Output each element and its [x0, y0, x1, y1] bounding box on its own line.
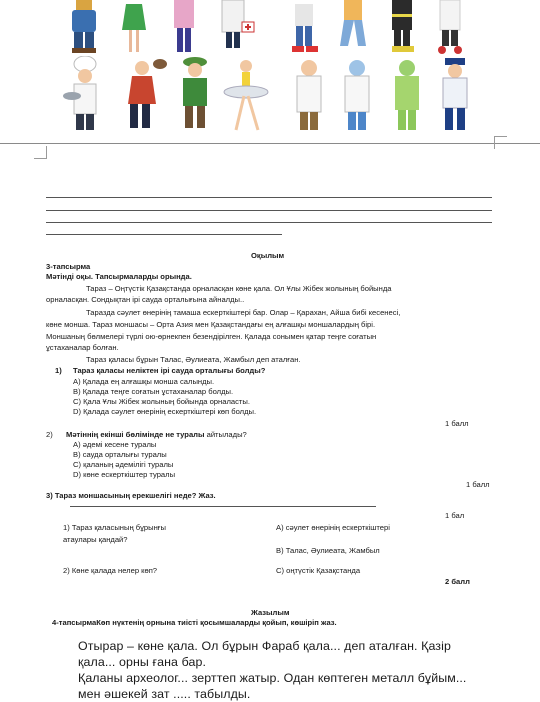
header-line [46, 197, 492, 198]
q1-number: 1) [55, 366, 62, 375]
painter-figure [112, 56, 168, 136]
q2-text-rest: айтылады? [204, 430, 247, 439]
police-officer-figure [432, 56, 478, 136]
q3-answer-line [70, 506, 376, 507]
green-dress-woman-figure [112, 0, 156, 64]
reading-text-line: орналасқан. Сондықтан ірі сауда орталығына айналды.. [46, 295, 245, 304]
task4-line: мен әшекей зат ..... табылды. [78, 687, 251, 701]
reading-text-line: көне монша. Тараз моншасы – Орта Азия мен Қазақстандағы ең алғашқы моншалардың бірі. [46, 320, 376, 329]
q1-option: С) Қала Ұлы Жібек жолының бойында орналасты. [73, 397, 250, 406]
crop-mark-right [494, 136, 507, 149]
task4-line: қала... орны ғана бар. [78, 655, 206, 669]
header-line [46, 234, 282, 235]
surgeon-figure [334, 56, 380, 136]
matching-right-item: А) сәулет өнерінің ескерткіштері [276, 523, 390, 532]
q1-points: 1 балл [445, 419, 469, 428]
task4-line: Қаланы археолог... зерттеп жатыр. Одан көптеген металл бұйым... [78, 671, 467, 685]
q1-text: Тараз қаласы неліктен ірі сауда орталығы болды? [73, 366, 266, 375]
reading-text-line: Тараз – Оңтүстік Қазақстанда орналасқан көне қала. Ол Ұлы Жібек жолының бойында [86, 284, 392, 293]
matching-points: 2 балл [445, 577, 470, 586]
boy-running-figure [330, 0, 374, 64]
reading-text-line: ұстаханалар болған. [46, 343, 119, 352]
matching-right-item: В) Талас, Әулиеата, Жамбыл [276, 546, 380, 555]
q3-points: 1 бал [445, 511, 465, 520]
task4-instruction: 4-тапсырмаКөп нүктенің орнына тиісті қосымшаларды қойып, көшіріп жаз. [52, 618, 337, 627]
task3-instruction: Мәтінді оқы. Тапсырмаларды орында. [46, 272, 192, 281]
q1-option: В) Қалада теңге соғатын ұстаханалар болды. [73, 387, 234, 396]
matching-left-item: 1) Тараз қаласының бұрынғы [63, 523, 166, 532]
medic-green-figure [384, 56, 430, 136]
q2-option: В) сауда орталығы туралы [73, 450, 167, 459]
chef-walking-figure [428, 0, 472, 64]
reading-text-line: Таразда сәулет өнерінің тамаша ескерткіштері бар. Олар – Қарахан, Айша бибі кесенесі, [86, 308, 401, 317]
professions-illustration [0, 0, 540, 140]
firefighter-figure [380, 0, 424, 64]
builder-figure [62, 0, 106, 64]
q2-text-bold: Мәтіннің екінші бөлімінде не туралы [66, 430, 205, 439]
reading-text-line: Моншаның бөлмелері түрлі ою-өрнекпен безендірілген. Қалада сонымен қатар теңге соғатын [46, 332, 377, 341]
task3-label: 3-тапсырма [46, 262, 91, 271]
q1-option: А) Қалада ең алғашқы монша салынды. [73, 377, 215, 386]
matching-left-item: атаулары қандай? [63, 535, 128, 544]
header-line [46, 210, 492, 211]
header-line [46, 222, 492, 223]
q3-text: 3) Тараз моншасының ерекшелігі неде? Жаз. [46, 491, 216, 500]
doctor-with-bag-figure [212, 0, 256, 64]
matching-left-item: 2) Көне қалада нелер көп? [63, 566, 158, 575]
section-title-writing: Жазылым [251, 608, 290, 617]
task4-line: Отырар – көне қала. Ол бұрын Фараб қала... деп аталған. Қазір [78, 639, 451, 653]
ballerina-figure [218, 56, 274, 136]
q2-points: 1 балл [466, 480, 490, 489]
q2-text [66, 430, 247, 440]
gardener-figure [172, 56, 218, 136]
q2-option: D) көне ескерткіштер туралы [73, 470, 176, 479]
reading-text-line: Тараз қаласы бұрын Талас, Әулиеата, Жамбыл деп аталған. [86, 355, 301, 364]
matching-right-item: С) оңтүстік Қазақстанда [276, 566, 361, 575]
chef-serving-figure [62, 56, 108, 136]
q2-option: А) әдемі кесене туралы [73, 440, 157, 449]
q1-option: D) Қалада сәулет өнерінің ескерткіштері көп болды. [73, 407, 257, 416]
boy-in-cap-figure [282, 0, 326, 64]
page-fold-line [0, 143, 540, 144]
scientist-figure [286, 56, 332, 136]
nurse-figure [162, 0, 206, 64]
section-title-reading: Оқылым [251, 251, 285, 260]
crop-mark-left [34, 146, 47, 159]
q2-option: С) қаланың әдемілігі туралы [73, 460, 174, 469]
q2-number: 2) [46, 430, 53, 439]
